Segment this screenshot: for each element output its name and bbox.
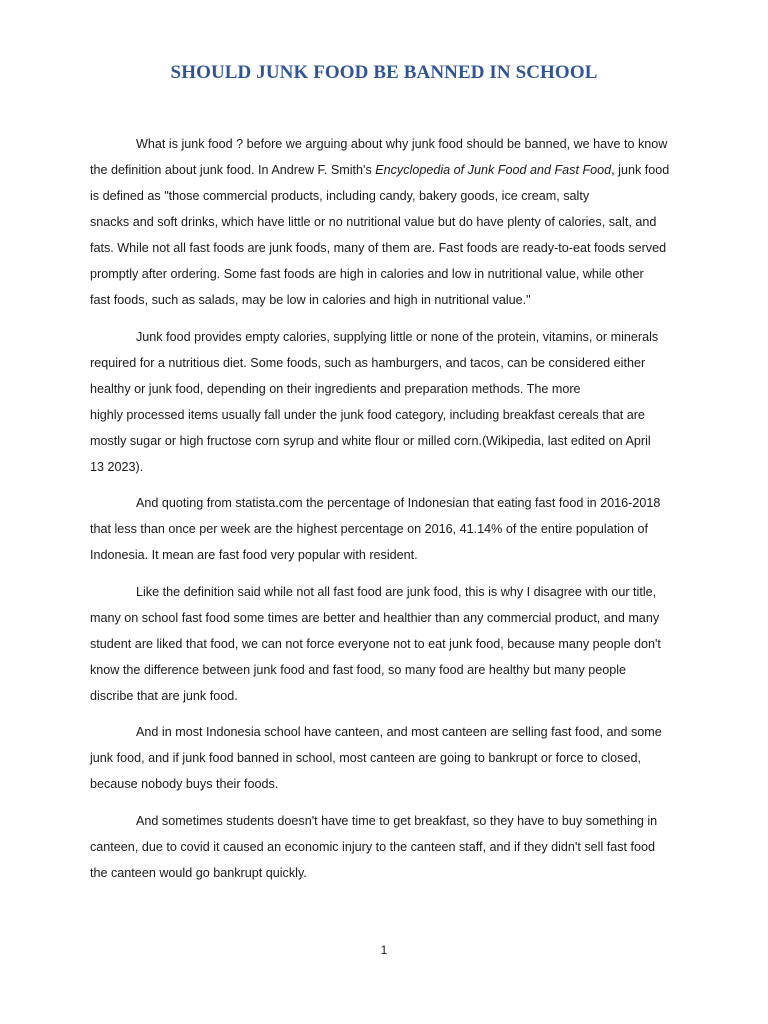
paragraph-line: discribe that are junk food. bbox=[90, 688, 238, 703]
paragraph-line: that less than once per week are the highest percentage on 2016, 41.14% of the entire population of bbox=[90, 522, 649, 536]
paragraph-line: Like the definition said while not all fast food are junk food, this is why I disagree with our title, bbox=[136, 584, 657, 599]
paragraph-line: junk food, and if junk food banned in school, most canteen are going to bankrupt or force to closed, bbox=[90, 751, 641, 765]
paragraph-line: canteen, due to covid it caused an economic injury to the canteen staff, and if they didn't sell fast food bbox=[90, 839, 656, 854]
paragraph-line: the canteen would go bankrupt quickly. bbox=[90, 865, 307, 880]
paragraph-line: Junk food provides empty calories, supplying little or none of the protein, vitamins, or minerals bbox=[136, 329, 659, 344]
paragraph-line: And in most Indonesia school have canteen, and most canteen are selling fast food, and some bbox=[136, 725, 662, 739]
paragraph-line: many on school fast food some times are better and healthier than any commercial product, and many bbox=[90, 610, 660, 625]
document-title: SHOULD JUNK FOOD BE BANNED IN SCHOOL bbox=[170, 62, 598, 83]
paragraph-line: know the difference between junk food and fast food, so many food are healthy but many people bbox=[90, 662, 627, 677]
paragraph-line: 13 2023). bbox=[90, 459, 144, 474]
document-body bbox=[90, 131, 678, 896]
paragraph-line: fast foods, such as salads, may be low in calories and high in nutritional value." bbox=[90, 293, 531, 307]
paragraph-line: required for a nutritious diet. Some foods, such as hamburgers, and tacos, can be considered either bbox=[90, 355, 646, 370]
paragraph-line: fats. While not all fast foods are junk foods, many of them are. Fast foods are ready-to-eat foods served bbox=[90, 241, 667, 255]
paragraph-line bbox=[90, 157, 678, 183]
paragraph-1 bbox=[90, 131, 678, 313]
text-run: , junk food bbox=[611, 163, 670, 177]
paragraph-line: highly processed items usually fall under the junk food category, including breakfast cereals that are bbox=[90, 407, 645, 422]
paragraph-4 bbox=[90, 579, 678, 709]
paragraph-line: because nobody buys their foods. bbox=[90, 777, 279, 791]
paragraph-line: promptly after ordering. Some fast foods are high in calories and low in nutritional value, while other bbox=[90, 267, 644, 281]
paragraph-line: What is junk food ? before we arguing about why junk food should be banned, we have to know bbox=[136, 137, 668, 151]
paragraph-line: healthy or junk food, depending on their ingredients and preparation methods. The more bbox=[90, 381, 581, 396]
paragraph-line: And quoting from statista.com the percentage of Indonesian that eating fast food in 2016-2018 bbox=[136, 496, 661, 510]
paragraph-line: Indonesia. It mean are fast food very popular with resident. bbox=[90, 548, 418, 562]
paragraph-line: snacks and soft drinks, which have little or no nutritional value but do have plenty of calories, salt, and bbox=[90, 215, 657, 229]
text-run: the definition about junk food. In Andrew F. Smith's bbox=[90, 163, 376, 177]
paragraph-2 bbox=[90, 324, 678, 480]
paragraph-line: is defined as "those commercial products, including candy, bakery goods, ice cream, salty bbox=[90, 189, 590, 203]
paragraph-line: mostly sugar or high fructose corn syrup and white flour or milled corn.(Wikipedia, last edited on April bbox=[90, 433, 651, 448]
paragraph-6 bbox=[90, 808, 678, 886]
book-title-italic: Encyclopedia of Junk Food and Fast Food bbox=[375, 163, 612, 177]
paragraph-line: And sometimes students doesn't have time to get breakfast, so they have to buy something in bbox=[136, 813, 658, 828]
paragraph-3 bbox=[90, 490, 678, 568]
paragraph-5 bbox=[90, 719, 678, 797]
page-number: 1 bbox=[380, 943, 388, 957]
paragraph-line: student are liked that food, we can not force everyone not to eat junk food, because many people don't bbox=[90, 636, 661, 651]
